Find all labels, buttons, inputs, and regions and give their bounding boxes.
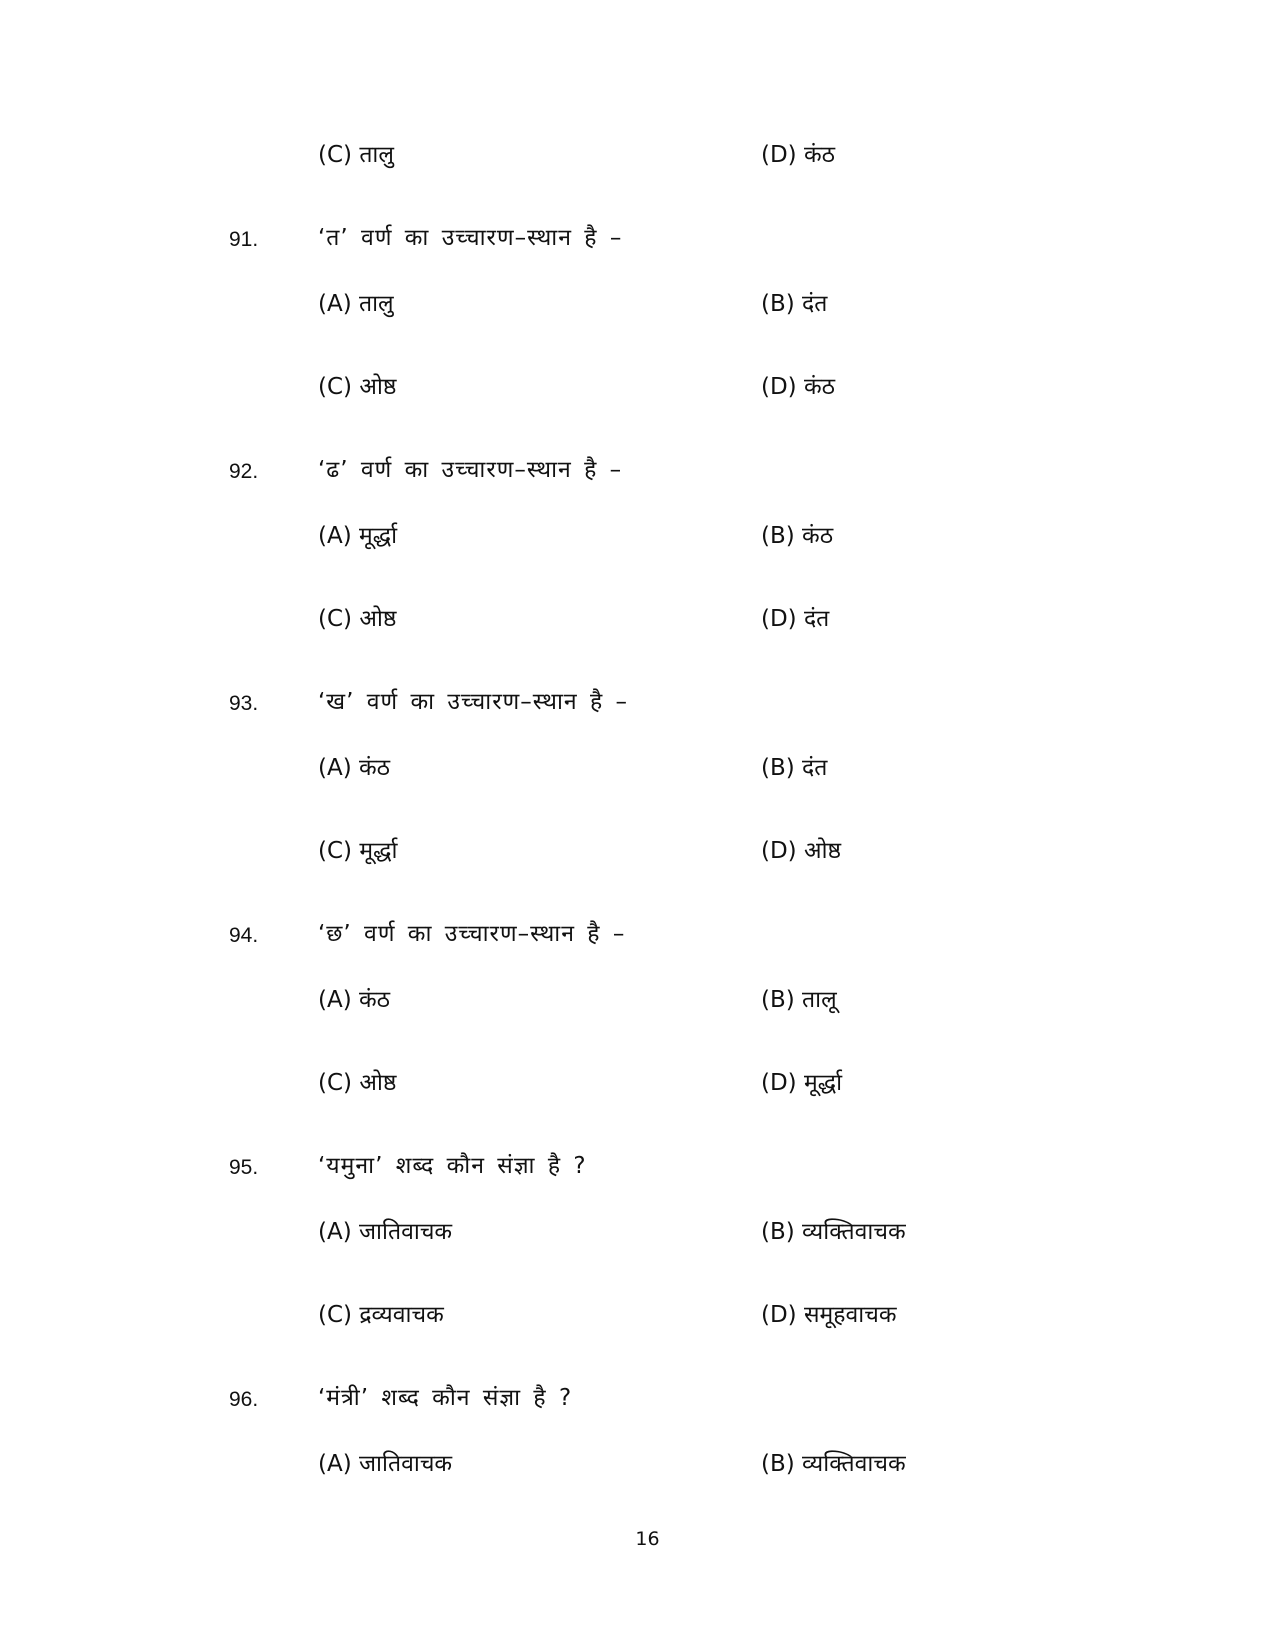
question-95-options-ab <box>0 1212 1275 1252</box>
option-a: (A) जातिवाचक <box>318 1451 453 1477</box>
option-a: (A) मूर्द्धा <box>318 523 398 549</box>
option-c: (C) ओष्ठ <box>318 606 397 632</box>
question-text: ‘यमुना’ शब्द कौन संज्ञा है ? <box>318 1153 587 1179</box>
question-93-options-ab <box>0 748 1275 788</box>
option-c: (C) मूर्द्धा <box>318 838 398 864</box>
question-text: ‘छ’ वर्ण का उच्चारण–स्थान है – <box>318 921 626 947</box>
question-95-options-cd <box>0 1295 1275 1335</box>
option-c: (C) ओष्ठ <box>318 1070 397 1096</box>
question-text: ‘ख’ वर्ण का उच्चारण–स्थान है – <box>318 689 629 715</box>
option-c: (C) द्रव्यवाचक <box>318 1302 444 1328</box>
question-text: ‘ढ’ वर्ण का उच्चारण–स्थान है – <box>318 457 623 483</box>
question-92-options-ab <box>0 516 1275 556</box>
question-96 <box>0 1378 1275 1418</box>
option-a: (A) कंठ <box>318 987 391 1013</box>
question-number: 91. <box>229 228 259 251</box>
option-d: (D) कंठ <box>761 374 835 400</box>
question-number: 94. <box>229 924 259 947</box>
question-91 <box>0 218 1275 258</box>
option-c: (C) ओष्ठ <box>318 374 397 400</box>
question-91-options-cd <box>0 367 1275 407</box>
option-b: (B) कंठ <box>761 523 834 549</box>
continuation-options-row <box>0 135 1275 175</box>
question-95 <box>0 1146 1275 1186</box>
question-number: 93. <box>229 692 259 715</box>
question-94-options-ab <box>0 980 1275 1020</box>
option-d: (D) दंत <box>761 606 830 632</box>
option-b: (B) दंत <box>761 755 828 781</box>
option-d: (D) कंठ <box>761 142 835 168</box>
option-a: (A) तालु <box>318 291 394 317</box>
question-number: 95. <box>229 1156 259 1179</box>
option-a: (A) जातिवाचक <box>318 1219 453 1245</box>
option-a: (A) कंठ <box>318 755 391 781</box>
option-b: (B) व्यक्तिवाचक <box>761 1451 906 1477</box>
option-d: (D) ओष्ठ <box>761 838 842 864</box>
question-91-options-ab <box>0 284 1275 324</box>
question-92-options-cd <box>0 599 1275 639</box>
question-93 <box>0 682 1275 722</box>
option-d: (D) मूर्द्धा <box>761 1070 843 1096</box>
question-number: 92. <box>229 460 259 483</box>
question-92 <box>0 450 1275 490</box>
question-number: 96. <box>229 1388 259 1411</box>
page-number: 16 <box>635 1528 660 1550</box>
option-b: (B) व्यक्तिवाचक <box>761 1219 906 1245</box>
question-96-options-ab <box>0 1444 1275 1484</box>
option-b: (B) तालू <box>761 987 837 1013</box>
option-d: (D) समूहवाचक <box>761 1302 897 1328</box>
option-c: (C) तालु <box>318 142 394 168</box>
question-text: ‘मंत्री’ शब्द कौन संज्ञा है ? <box>318 1385 573 1411</box>
question-94 <box>0 914 1275 954</box>
question-93-options-cd <box>0 831 1275 871</box>
question-text: ‘त’ वर्ण का उच्चारण–स्थान है – <box>318 225 623 251</box>
option-b: (B) दंत <box>761 291 828 317</box>
question-94-options-cd <box>0 1063 1275 1103</box>
